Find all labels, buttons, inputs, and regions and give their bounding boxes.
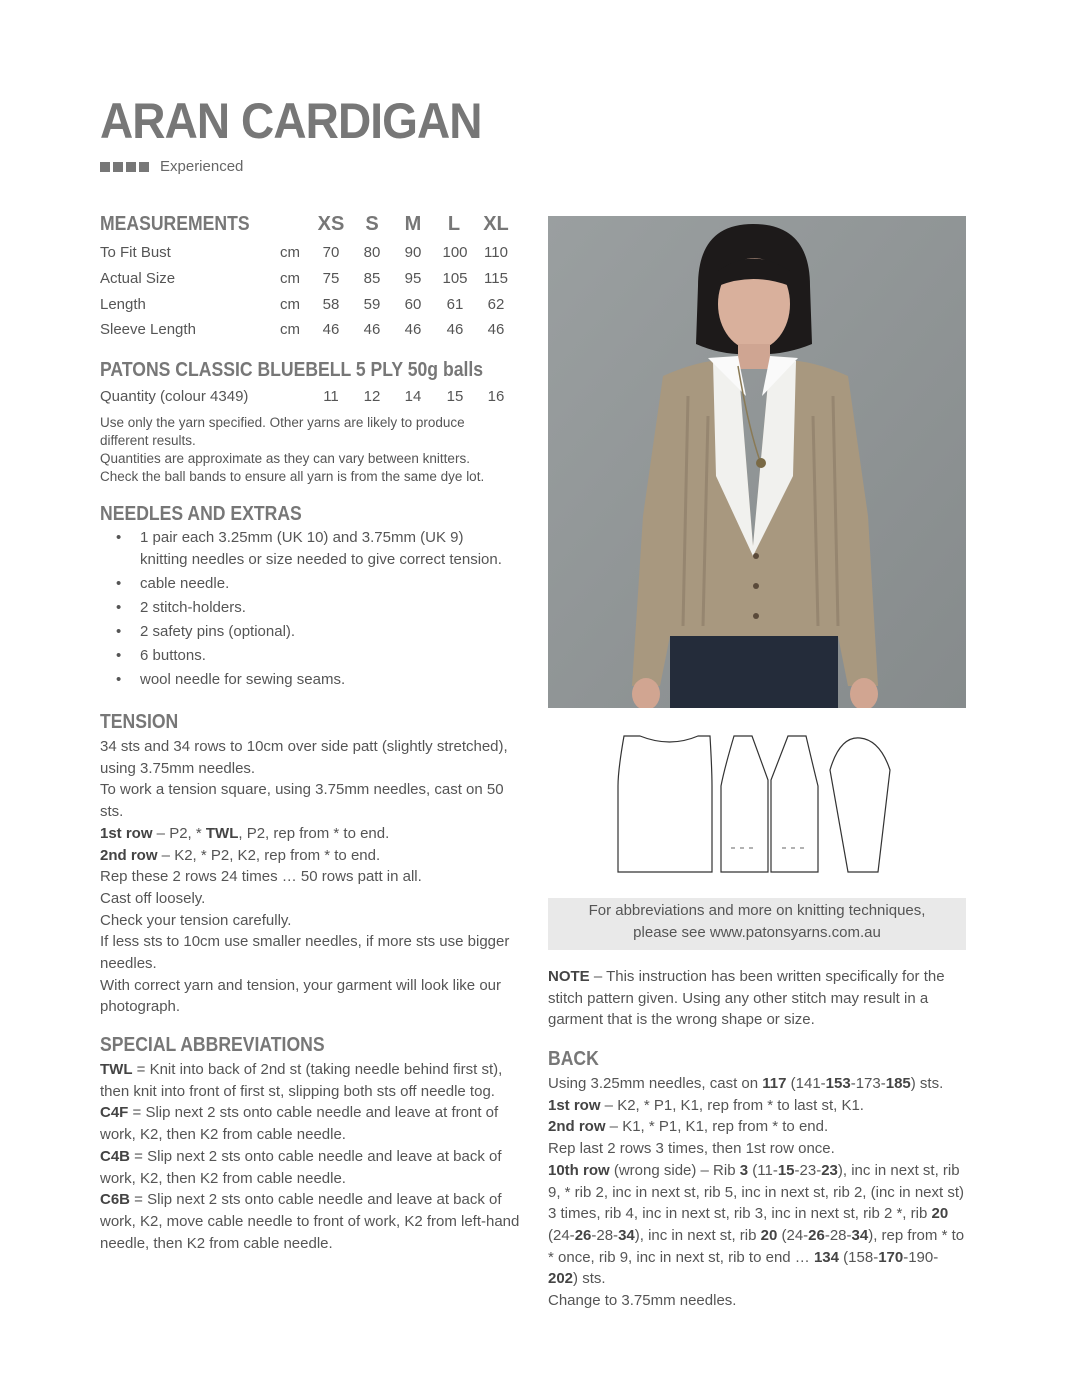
measurement-row [100, 321, 520, 343]
quantity-row [100, 388, 520, 410]
note-label: NOTE [548, 968, 590, 985]
needles-list [100, 527, 510, 693]
row-value: 60 [404, 296, 422, 313]
paragraph: 2nd row – K2, * P2, K2, rep from * to end. [100, 846, 381, 864]
row-value: 59 [363, 296, 381, 313]
abbreviation-item: TWL = Knit into back of 2nd st (taking needle behind first st), then knit into front of first st, slipping both sts off needle tog. [100, 1061, 503, 1100]
tension-body [100, 736, 520, 1018]
row-value: 61 [446, 296, 464, 313]
left-front-schematic [721, 736, 768, 872]
back-heading: BACK [548, 1048, 599, 1070]
paragraph: Using 3.25mm needles, cast on 117 (141-153-173-185) sts. [548, 1075, 944, 1092]
row-value: 90 [404, 244, 422, 261]
row-value: 80 [363, 244, 381, 261]
row-unit: cm [280, 270, 300, 287]
model-photo [548, 216, 966, 708]
list-item: • wool needle for sewing seams. [100, 669, 510, 691]
row-unit: cm [280, 321, 300, 338]
size-header: XS [317, 213, 345, 235]
yarn-heading: PATONS CLASSIC BLUEBELL 5 PLY 50g balls [100, 359, 484, 381]
size-header: L [447, 213, 461, 235]
paragraph: Rep these 2 rows 24 times … 50 rows patt in all. [100, 868, 422, 886]
paragraph: With correct yarn and tension, your garment will look like our photograph. [100, 976, 502, 1016]
quantity-value: 16 [487, 388, 505, 405]
paragraph: If less sts to 10cm use smaller needles, if more sts use bigger needles. [100, 933, 510, 973]
paragraph: Change to 3.75mm needles. [548, 1292, 737, 1310]
level-square-icon [100, 162, 110, 172]
page-title: ARAN CARDIGAN [100, 93, 482, 149]
info-line: please see www.patonsyarns.com.au [633, 924, 881, 941]
measurement-row [100, 244, 520, 266]
quantity-value: 12 [363, 388, 381, 405]
yarn-note: Use only the yarn specified. Other yarns are likely to produce different results. [100, 415, 465, 448]
paragraph: 1st row – P2, * TWL, P2, rep from * to end. [100, 824, 390, 842]
level-square-icon [139, 162, 149, 172]
paragraph: Check your tension carefully. [100, 911, 292, 929]
measurement-row [100, 270, 520, 292]
abbreviations-heading: SPECIAL ABBREVIATIONS [100, 1034, 325, 1056]
row-value: 85 [363, 270, 381, 287]
quantity-value: 14 [404, 388, 422, 405]
row-label: Actual Size [100, 270, 176, 287]
size-header: S [365, 213, 379, 235]
row-value: 62 [487, 296, 505, 313]
paragraph: 1st row – K2, * P1, K1, rep from * to last st, K1. [548, 1096, 864, 1114]
quantity-value: 11 [323, 388, 339, 405]
row-value: 46 [363, 321, 381, 338]
paragraph: 34 sts and 34 rows to 10cm over side patt (slightly stretched), using 3.75mm needles. [100, 738, 508, 777]
paragraph: Rep last 2 rows 3 times, then 1st row once. [548, 1140, 835, 1158]
tension-heading: TENSION [100, 711, 179, 733]
difficulty-label: Experienced [160, 158, 244, 175]
paragraph: To work a tension square, using 3.75mm needles, cast on 50 sts. [100, 781, 504, 821]
row-value: 46 [487, 321, 505, 338]
list-item: • 2 safety pins (optional). [100, 621, 510, 643]
abbreviation-item: C4F = Slip next 2 sts onto cable needle and leave at front of work, K2, then K2 from cable needle. [100, 1104, 499, 1144]
cardigan-photo-illustration [548, 216, 966, 708]
row-label: Length [100, 296, 146, 313]
row-value: 46 [446, 321, 464, 338]
paragraph: 10th row (wrong side) – Rib 3 (11-15-23-23), inc in next st, rib 9, * rib 2, inc in next st, rib 5, inc in next st, rib 2, (inc in next st) 3 times, rib 4, inc in next st, rib 3, inc in next st, rib 2 *, rib 20 (24-26-28-34), inc in next st, rib 20 (24-26-28-34), rep from * to * once, rib 9, inc in next st, rib to end … 134 (158-170-190-202) sts. [548, 1161, 965, 1288]
row-value: 70 [322, 244, 340, 261]
back-schematic [618, 736, 712, 872]
note-paragraph: NOTE – This instruction has been written specifically for the stitch pattern given. Using any other stitch may result in a garment that is the wrong shape or size. [548, 968, 945, 1029]
row-unit: cm [280, 244, 300, 261]
row-value: 115 [484, 270, 508, 287]
right-front-schematic [771, 736, 818, 872]
yarn-note: Quantities are approximate as they can vary between knitters. Check the ball bands to ensure all yarn is from the same dye lot. [100, 451, 485, 484]
level-square-icon [113, 162, 123, 172]
abbreviation-item: C6B = Slip next 2 sts onto cable needle and leave at back of work, K2, move cable needle to front of work, K2 from left-hand needle, then K2 from cable needle. [100, 1191, 520, 1252]
row-value: 58 [322, 296, 340, 313]
level-square-icon [126, 162, 136, 172]
quantity-value: 15 [446, 388, 464, 405]
paragraph: 2nd row – K1, * P1, K1, rep from * to end. [548, 1118, 829, 1136]
row-value: 100 [442, 244, 468, 261]
sleeve-schematic [830, 738, 890, 872]
row-value: 75 [322, 270, 340, 287]
size-header: XL [483, 213, 509, 235]
measurements-heading: MEASUREMENTS [100, 213, 250, 235]
list-item: • 6 buttons. [100, 645, 510, 667]
list-item: • 1 pair each 3.25mm (UK 10) and 3.75mm (UK 9) knitting needles or size needed to give correct tension. [100, 527, 510, 571]
row-value: 110 [484, 244, 508, 261]
row-value: 46 [404, 321, 422, 338]
size-header: M [404, 213, 422, 235]
row-value: 95 [404, 270, 422, 287]
difficulty-level [100, 158, 243, 175]
back-body [548, 1073, 968, 1312]
row-value: 105 [442, 270, 468, 287]
row-unit: cm [280, 296, 300, 313]
row-label: To Fit Bust [100, 244, 171, 261]
garment-schematic [610, 730, 900, 880]
paragraph: Cast off loosely. [100, 889, 206, 907]
abbreviation-item: C4B = Slip next 2 sts onto cable needle and leave at back of work, K2, then K2 from cable needle. [100, 1147, 502, 1187]
row-value: 46 [322, 321, 340, 338]
info-line: For abbreviations and more on knitting techniques, [588, 902, 926, 919]
needles-heading: NEEDLES AND EXTRAS [100, 503, 302, 525]
list-item: • cable needle. [100, 573, 510, 595]
info-box [548, 898, 966, 950]
abbreviations-body [100, 1059, 520, 1254]
row-label: Sleeve Length [100, 321, 196, 338]
list-item: • 2 stitch-holders. [100, 597, 510, 619]
measurement-row [100, 296, 520, 318]
quantity-label: Quantity (colour 4349) [100, 388, 249, 405]
